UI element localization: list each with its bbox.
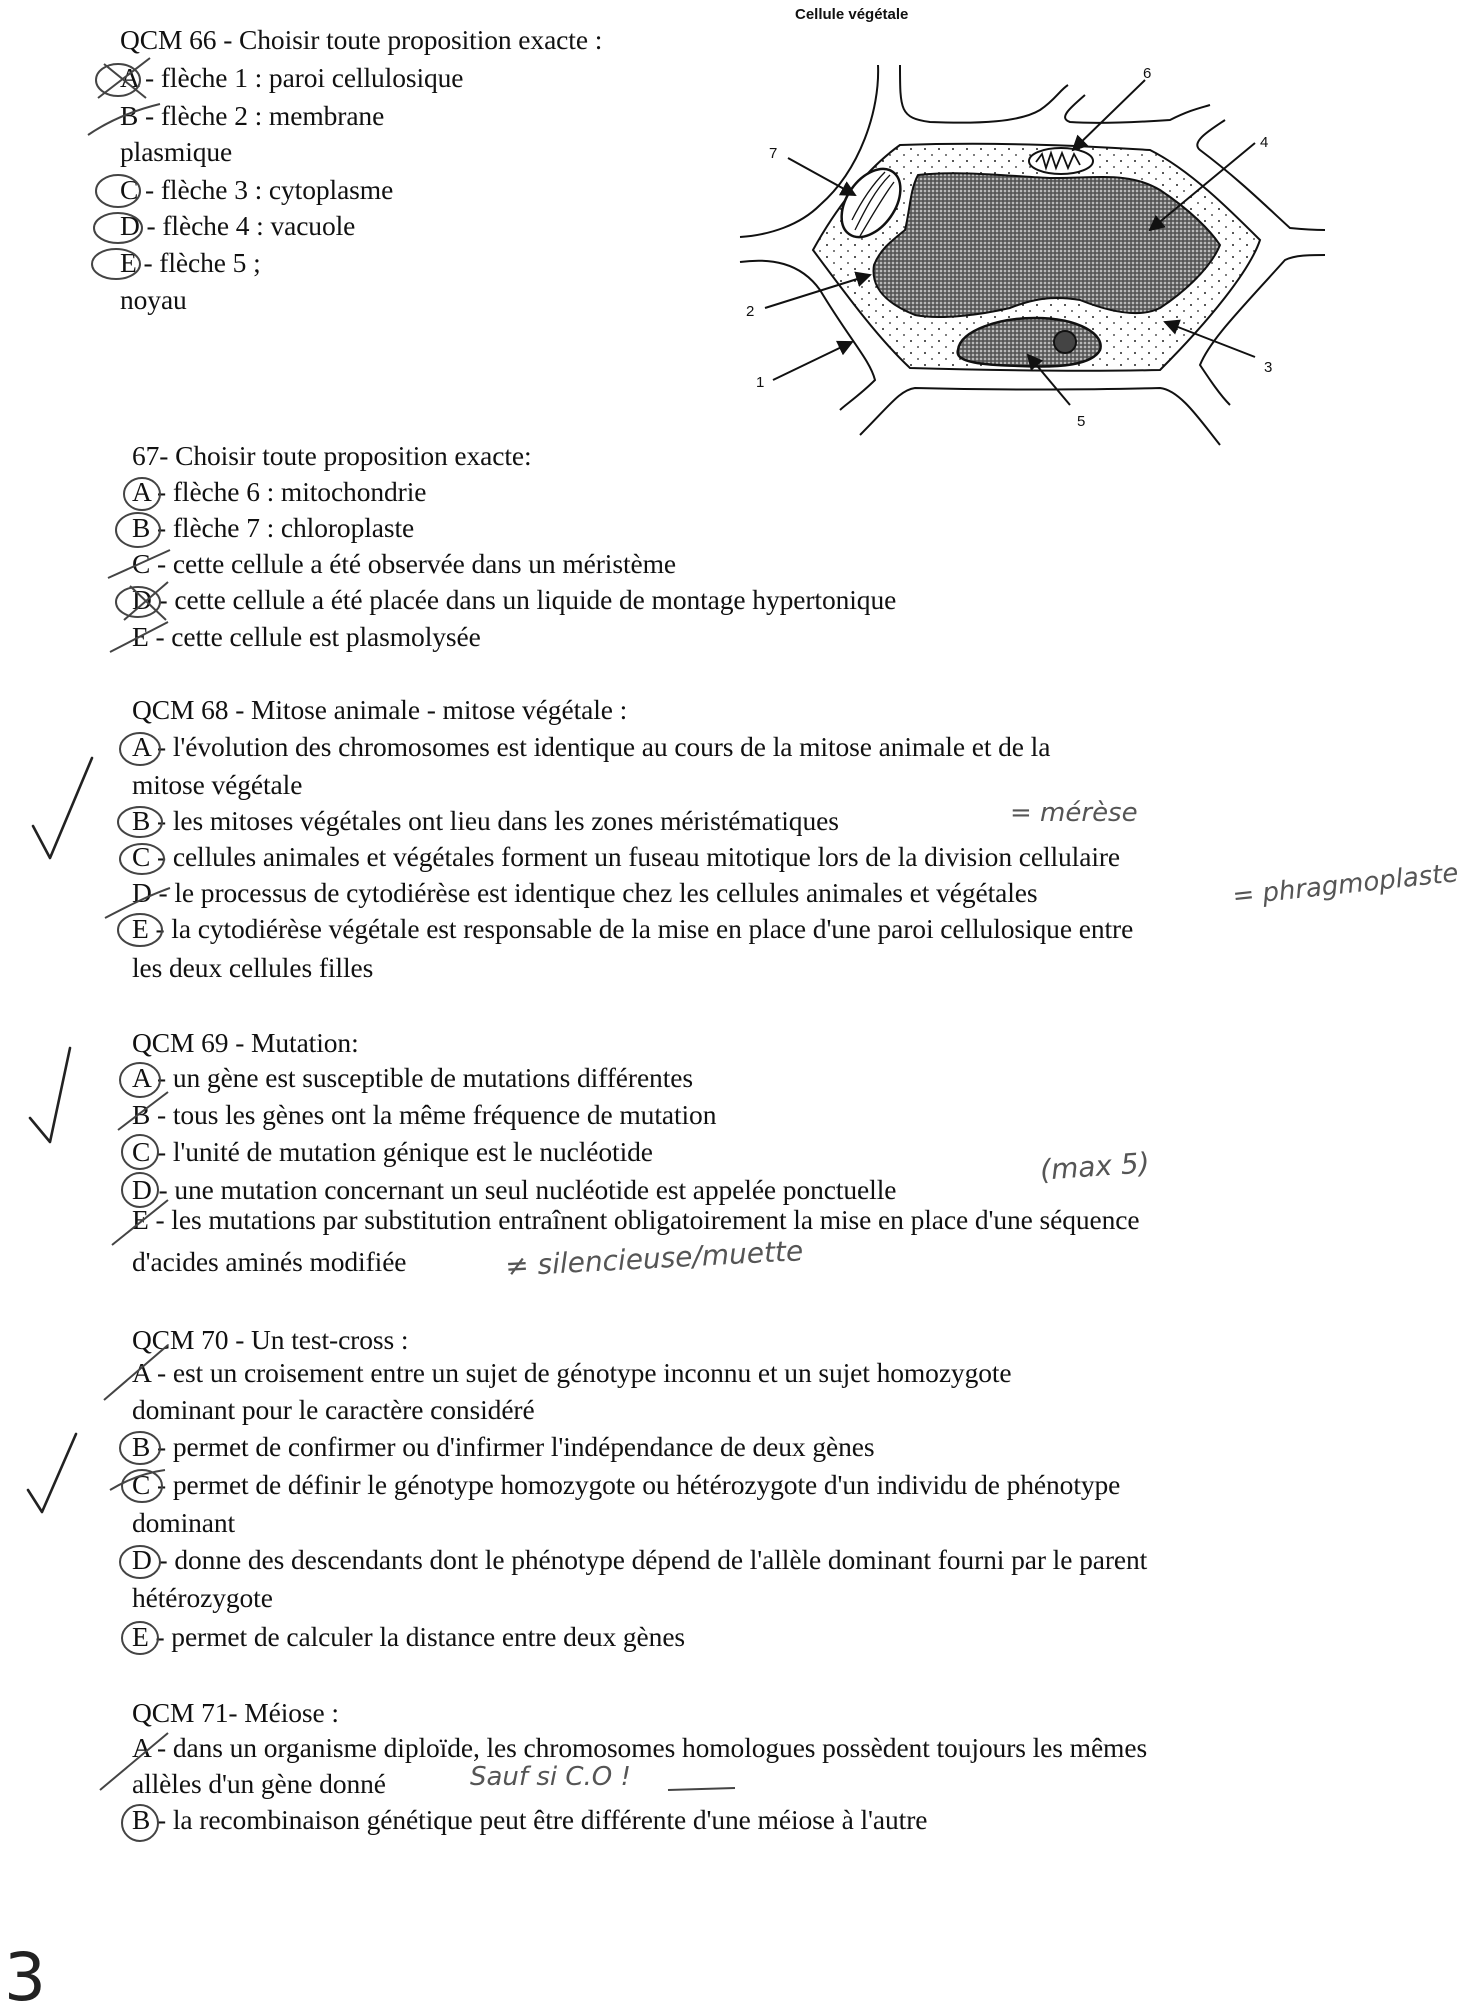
checkmark-icon: [33, 758, 92, 858]
question-title: QCM 68 - Mitose animale - mitose végétale :: [132, 694, 628, 725]
option-b: B - permet de confirmer ou d'infirmer l'indépendance de deux gènes: [132, 1431, 875, 1462]
option-b: B - flèche 2 : membrane: [120, 100, 385, 131]
option-a: A - flèche 1 : paroi cellulosique: [120, 62, 464, 93]
checkmark-icon: [30, 1048, 70, 1142]
diagram-title: Cellule végétale: [795, 6, 909, 23]
option-b: B - la recombinaison génétique peut être différente d'une méiose à l'autre: [132, 1804, 928, 1835]
label-5: 5: [1077, 413, 1086, 430]
question-title: 67- Choisir toute proposition exacte:: [132, 440, 532, 471]
handwritten-note: Sauf si C.O !: [470, 1762, 631, 1792]
mitochondrion: [1029, 148, 1093, 174]
option-c-continued: dominant: [132, 1507, 236, 1538]
option-d: D - une mutation concernant un seul nucléotide est appelée ponctuelle: [132, 1174, 897, 1205]
option-c: C - cette cellule a été observée dans un méristème: [132, 548, 676, 579]
option-d: D - flèche 4 : vacuole: [120, 210, 356, 241]
option-c: C - cellules animales et végétales forment un fuseau mitotique lors de la division cellulaire: [132, 841, 1121, 872]
option-a-continued: mitose végétale: [132, 769, 303, 800]
question-title: QCM 70 - Un test-cross :: [132, 1324, 409, 1355]
checkmark-icon: [28, 1434, 76, 1512]
label-1: 1: [756, 374, 765, 391]
option-e: E - cette cellule est plasmolysée: [132, 621, 481, 652]
option-a: A - est un croisement entre un sujet de génotype inconnu et un sujet homozygote: [132, 1357, 1012, 1388]
vacuole: [873, 173, 1220, 317]
option-a-continued: dominant pour le caractère considéré: [132, 1394, 535, 1425]
option-d: D - donne des descendants dont le phénotype dépend de l'allèle dominant fourni par le parent: [132, 1544, 1148, 1575]
nucleolus: [1054, 331, 1076, 353]
option-a: A - flèche 6 : mitochondrie: [132, 476, 427, 507]
question-title: QCM 66 - Choisir toute proposition exacte :: [120, 24, 603, 55]
option-c: C - permet de définir le génotype homozygote ou hétérozygote d'un individu de phénotype: [132, 1469, 1121, 1500]
plant-cell-diagram: [740, 50, 1340, 430]
label-2: 2: [746, 303, 755, 320]
option-a-continued: allèles d'un gène donné: [132, 1768, 386, 1799]
question-title: QCM 71- Méiose :: [132, 1697, 339, 1728]
label-6: 6: [1143, 65, 1152, 82]
handwritten-note: = mérèse: [1010, 798, 1138, 828]
option-b: B - flèche 7 : chloroplaste: [132, 512, 415, 543]
option-d: D - le processus de cytodiérèse est identique chez les cellules animales et végétales: [132, 877, 1038, 908]
label-3: 3: [1264, 359, 1273, 376]
option-e: E - la cytodiérèse végétale est responsable de la mise en place d'une paroi cellulosique entre: [132, 913, 1134, 944]
option-e: E - permet de calculer la distance entre deux gènes: [132, 1621, 686, 1652]
option-b-continued: plasmique: [120, 136, 233, 167]
handwritten-note: (max 5): [1038, 1146, 1151, 1187]
handwritten-note: ≠ silencieuse/muette: [504, 1234, 804, 1283]
question-title: QCM 69 - Mutation:: [132, 1027, 359, 1058]
option-e-continued: les deux cellules filles: [132, 952, 374, 983]
option-a: A - l'évolution des chromosomes est identique au cours de la mitose animale et de la: [132, 731, 1051, 762]
option-d: D - cette cellule a été placée dans un liquide de montage hypertonique: [132, 584, 897, 615]
option-e: E - les mutations par substitution entraînent obligatoirement la mise en place d'une séquence: [132, 1204, 1140, 1235]
option-b: B - tous les gènes ont la même fréquence de mutation: [132, 1099, 717, 1130]
label-4: 4: [1260, 134, 1269, 151]
option-c: C - flèche 3 : cytoplasme: [120, 174, 394, 205]
option-a: A - un gène est susceptible de mutations différentes: [132, 1062, 693, 1093]
option-e: E - flèche 5 ;: [120, 247, 261, 278]
handwritten-note: = phragmoplaste: [1231, 858, 1460, 912]
option-c: C - l'unité de mutation génique est le nucléotide: [132, 1136, 653, 1167]
label-7: 7: [769, 145, 778, 162]
option-d-continued: hétérozygote: [132, 1582, 273, 1613]
page-number: 3: [4, 1939, 46, 2016]
option-e-continued: noyau: [120, 284, 187, 315]
option-b: B - les mitoses végétales ont lieu dans les zones méristématiques: [132, 805, 839, 836]
option-e-continued: d'acides aminés modifiée: [132, 1246, 407, 1277]
option-a: A - dans un organisme diploïde, les chromosomes homologues possèdent toujours les mêmes: [132, 1732, 1148, 1763]
